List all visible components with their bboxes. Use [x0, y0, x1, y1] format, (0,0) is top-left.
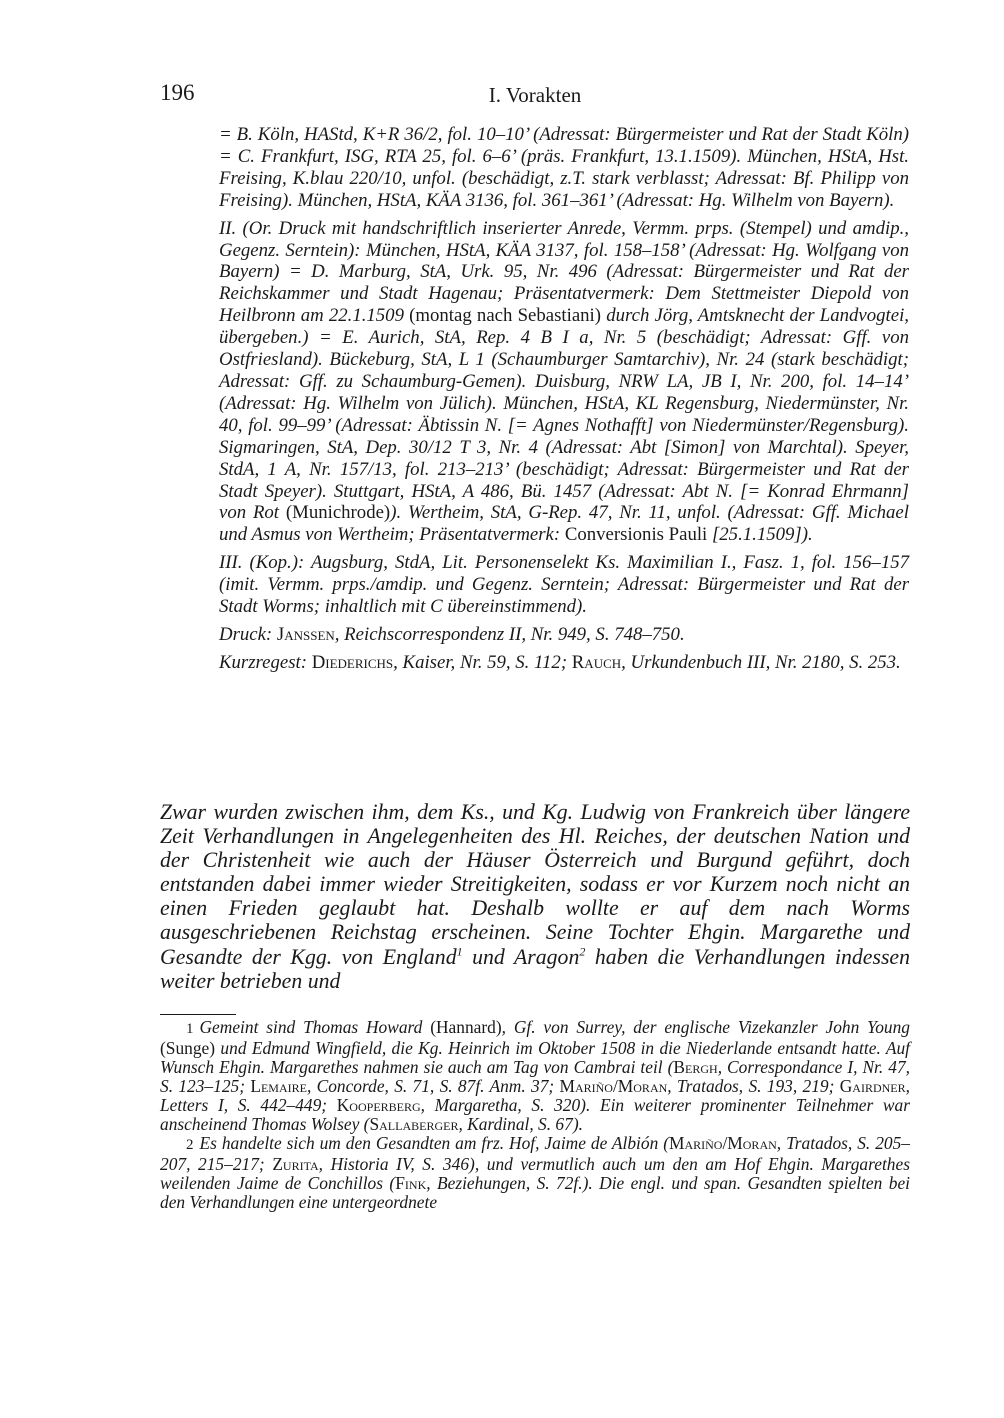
source-quote: Conversionis Pauli — [564, 524, 708, 546]
footnote-text: , Kardinal, S. 67). — [458, 1114, 583, 1134]
source-text: II. (Or. Druck mit handschriftlich inserierter Anrede, Vermm. prps. (Stempel) und amdip., Gegenz. Serntein): München, HStA, KÄA 3137, fol. 158–158’ (Adressat: Hg. Wolfgang von Bayern) = D. Marburg, StA, Urk. 95, Nr. 496 (Adressat: Bürgermeister und Rat der Reichskammer und Stadt Hagenau; Präsentatvermerk: Dem Stettmeister Diepold von Heilbronn am 22.1.1509 — [219, 217, 909, 327]
footnote-text: , Tratados, S. 193, 219; — [667, 1076, 835, 1096]
author-name: Kooperberg — [336, 1095, 421, 1115]
citation-text: , Urkundenbuch III, Nr. 2180, S. 253. — [621, 651, 901, 673]
author-name: Gairdner — [839, 1076, 906, 1096]
footnote-text: , Tratados, S. 205–207, 215–217; — [160, 1133, 910, 1174]
footnote-text: , Beziehungen, S. 72f.). Die engl. und span. Gesandten spielten bei den Verhandlungen eine untergeordnete — [160, 1173, 910, 1212]
footnote-ref: 1 — [456, 944, 463, 959]
author-name: Diederichs — [311, 651, 394, 673]
footnote-text: , Letters I, S. 442–449; — [160, 1076, 910, 1115]
source-text: [25.1.1509]). — [711, 524, 813, 546]
footnote-text: , Historia IV, S. 346), und vermutlich auch um den am Hof Ehgin. Margarethes weilenden Jaime de Conchillos ( — [160, 1154, 910, 1193]
footnote-quote: (Hannard) — [430, 1017, 502, 1037]
footnote-text: Gemeint sind Thomas Howard — [199, 1017, 423, 1037]
footnote-text: , Concorde, S. 71, S. 87f. Anm. 37; — [306, 1076, 555, 1096]
author-name: Rauch — [571, 651, 622, 673]
page-number: 196 — [160, 80, 195, 105]
citation-text: , Kaiser, Nr. 59, S. 112; — [393, 651, 568, 673]
source-quote: (montag nach Sebastiani) — [409, 305, 602, 327]
footnote-number: 1 — [186, 1021, 194, 1037]
footnote-number: 2 — [186, 1137, 194, 1153]
druck-line — [219, 624, 909, 646]
author-name: Janssen — [276, 623, 335, 645]
citation-text: , Reichscorrespondenz II, Nr. 949, S. 748–750. — [334, 623, 685, 645]
running-title: I. Vorakten — [488, 83, 582, 107]
author-name: Zurita — [272, 1154, 319, 1174]
source-paragraph-iii: III. (Kop.): Augsburg, StdA, Lit. Personenselekt Ks. Maximilian I., Fasz. 1, fol. 156–157 (imit. Vermm. prps./amdip. und Gegenz. Serntein; Adressat: Bürgermeister und Rat der Stadt Worms; inhaltlich mit C übereinstimmend). — [219, 552, 909, 618]
druck-label: Druck: — [219, 623, 273, 645]
page-header — [160, 80, 910, 108]
footnote-divider — [160, 1014, 236, 1015]
footnote-1 — [160, 1018, 910, 1134]
author-name: Mariño/Moran — [559, 1076, 668, 1096]
author-name: Lemaire — [250, 1076, 307, 1096]
kurzregest-label: Kurzregest: — [219, 651, 307, 673]
author-name: Fink — [395, 1173, 427, 1193]
source-paragraph-ii — [219, 218, 909, 547]
source-quote: (Munichrode) — [285, 502, 391, 524]
source-text: ). Wertheim, StA, G-Rep. 47, Nr. 11, unfol. (Adressat: Gff. Michael und Asmus von Wertheim; Präsentatvermerk: — [219, 502, 909, 546]
footnote-2 — [160, 1134, 910, 1212]
main-text-segment: und Aragon — [462, 944, 580, 969]
kurzregest-line — [219, 652, 909, 674]
source-paragraph-i: = B. Köln, HAStd, K+R 36/2, fol. 10–10’ (Adressat: Bürgermeister und Rat der Stadt Köln) = C. Frankfurt, ISG, RTA 25, fol. 6–6’ (präs. Frankfurt, 13.1.1509). München, HStA, Hst. Freising, K.blau 220/10, unfol. (beschädigt, z.T. stark verblasst; Adressat: Bf. Philipp von Freising). München, HStA, KÄA 3136, fol. 361–361’ (Adressat: Hg. Wilhelm von Bayern). — [219, 124, 909, 211]
main-text — [160, 800, 910, 993]
footnote-ref: 2 — [579, 944, 586, 959]
main-text-segment: Zwar wurden zwischen ihm, dem Ks., und Kg. Ludwig von Frankreich über längere Zeit Verhandlungen in Angelegenheiten des Hl. Reiches, der deutschen Nation und der Christenheit wie auch der Häuser Österreich und Burgund geführt, doch entstanden dabei immer wieder Streitigkeiten, sodass er vor Kurzem noch nicht an einen Frieden geglaubt hat. Deshalb wollte er auf dem nach Worms ausgeschriebenen Reichstag erscheinen. Seine Tochter Ehgin. Margarethe und Gesandte der Kgg. von England — [160, 800, 910, 969]
footnote-text: Es handelte sich um den Gesandten am frz. Hof, Jaime de Albión ( — [199, 1133, 670, 1153]
main-text-segment: haben die Verhandlungen indessen weiter betrieben und — [160, 944, 911, 993]
source-apparatus — [219, 124, 909, 680]
footnote-text: , Correspondance I, Nr. 47, S. 123–125; — [160, 1057, 910, 1096]
author-name: Mariño/Moran — [669, 1133, 777, 1153]
author-name: Bergh — [673, 1057, 718, 1077]
footnote-text: , Margaretha, S. 320). Ein weiterer prominenter Teilnehmer war anscheinend Thomas Wolsey ( — [160, 1095, 910, 1134]
author-name: Sallaberger — [369, 1114, 459, 1134]
footnote-text: und Edmund Wingfield, die Kg. Heinrich im Oktober 1508 in die Niederlande entsandt hatte. Auf Wunsch Ehgin. Margarethes nahmen sie auch am Tag von Cambrai teil ( — [160, 1038, 910, 1077]
footnote-text: , Gf. von Surrey, der englische Vizekanzler John Young — [501, 1017, 910, 1037]
footnote-quote: (Sunge) — [160, 1038, 216, 1058]
footnotes — [160, 1018, 910, 1212]
source-text: durch Jörg, Amtsknecht der Landvogtei, übergeben.) = E. Aurich, StA, Rep. 4 B I a, Nr. 5 (beschädigt; Adressat: Gff. von Ostfriesland). Bückeburg, StA, L 1 (Schaumburger Samtarchiv), Nr. 24 (stark beschädigt; Adressat: Gff. zu Schaumburg-Gemen). Duisburg, NRW LA, JB I, Nr. 200, fol. 14–14’ (Adressat: Hg. Wilhelm von Jülich). München, HStA, KL Regensburg, Niedermünster, Nr. 40, fol. 99–99’ (Adressat: Äbtissin N. [= Agnes Nothafft] von Niedermünster/Regensburg). Sigmaringen, StA, Dep. 30/12 T 3, Nr. 4 (Adressat: Abt [Simon] von Marchtal). Speyer, StdA, 1 A, Nr. 157/13, fol. 213–213’ (beschädigt; Adressat: Bürgermeister und Rat der Stadt Speyer). Stuttgart, HStA, A 486, Bü. 1457 (Adressat: Abt N. [= Konrad Ehrmann] von Rot — [219, 305, 909, 524]
